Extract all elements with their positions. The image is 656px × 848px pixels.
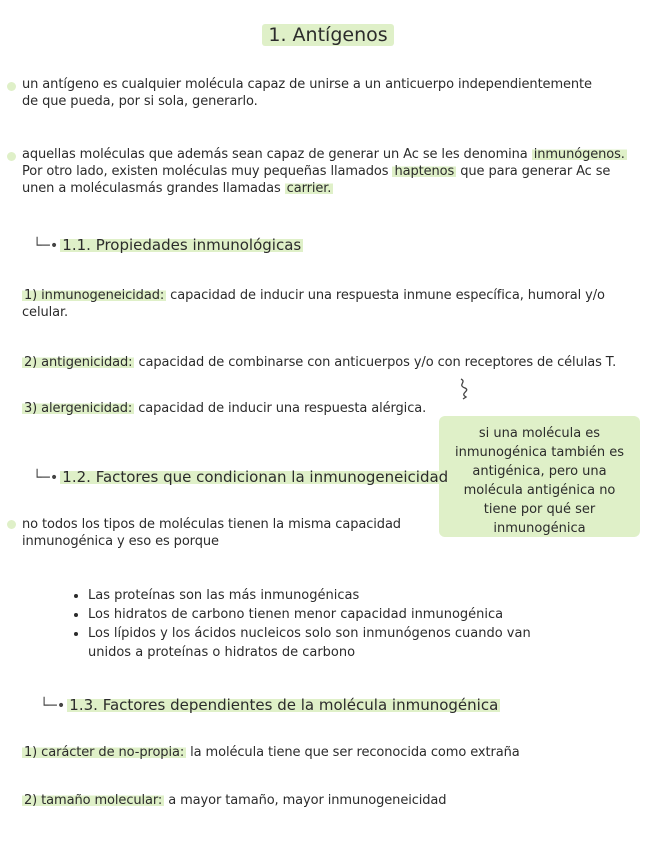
section-heading-text: 1.2. Factores que condicionan la inmunogeneicidad — [62, 468, 449, 486]
branch-arrow-icon: └─• — [33, 238, 59, 254]
list-item: • Los hidratos de carbono tienen menor capacidad inmunogénica — [88, 605, 540, 624]
section-intro: no todos los tipos de moléculas tienen la misma capacidad inmunogénica y eso es porque — [22, 517, 401, 549]
intro-text: aquellas moléculas que además sean capaz de generar un Ac se les denomina — [22, 147, 532, 162]
property-item — [22, 287, 622, 321]
property-term: 3) alergenicidad: — [24, 401, 133, 416]
factor-text: la molécula tiene que ser reconocida como extraña — [186, 745, 520, 760]
bullet-dot — [7, 520, 16, 529]
section-heading-text: 1.1. Propiedades inmunológicas — [62, 236, 302, 254]
intro-paragraph-1: un antígeno es cualquier molécula capaz de unirse a un anticuerpo independientemente de que pueda, por si sola, generarlo. — [22, 77, 592, 109]
intro-text: que para generar Ac se unen a moléculasmás grandes llamadas — [22, 164, 611, 196]
factor-term: 1) carácter de no-propia: — [24, 745, 185, 760]
section-heading-1-3 — [40, 696, 500, 714]
intro-text: Por otro lado, existen moléculas muy pequeñas llamados — [22, 164, 393, 179]
title-number: 1. — [268, 24, 287, 46]
factor-item — [22, 744, 632, 761]
bullet-dot — [7, 82, 16, 91]
highlight-term: carrier. — [286, 181, 332, 196]
property-text: capacidad de combinarse con anticuerpos y/o con receptores de células T. — [134, 355, 617, 370]
title-text: Antígenos — [292, 24, 388, 46]
property-item — [22, 354, 642, 371]
section-heading-1-2 — [33, 468, 450, 486]
page-title — [0, 24, 656, 46]
branch-arrow-icon: └─• — [40, 698, 66, 714]
property-text: capacidad de inducir una respuesta alérgica. — [134, 401, 427, 416]
squiggle-connector-icon — [457, 378, 471, 400]
factor-list — [70, 586, 540, 662]
intro-paragraph-2 — [22, 146, 632, 197]
bullet-dot — [7, 152, 16, 161]
factor-text: a mayor tamaño, mayor inmunogeneicidad — [164, 793, 447, 808]
property-item — [22, 400, 442, 417]
list-item: • Los lípidos y los ácidos nucleicos solo son inmunógenos cuando van unidos a proteínas o hidratos de carbono — [88, 624, 540, 662]
section-heading-text: 1.3. Factores dependientes de la molécula inmunogénica — [69, 696, 499, 714]
section-heading-1-1 — [33, 236, 303, 254]
factor-item — [22, 792, 632, 809]
factor-term: 2) tamaño molecular: — [24, 793, 163, 808]
branch-arrow-icon: └─• — [33, 470, 59, 486]
list-item: • Las proteínas son las más inmunogénicas — [88, 586, 540, 605]
highlight-term: inmunógenos. — [533, 147, 625, 162]
highlight-term: haptenos — [394, 164, 455, 179]
side-note: si una molécula es inmunogénica también es antigénica, pero una molécula antigénica no tiene por qué ser inmunogénica — [439, 416, 640, 537]
property-term: 2) antigenicidad: — [24, 355, 133, 370]
property-text: capacidad de inducir una respuesta inmune específica, humoral y/o celular. — [22, 288, 605, 320]
property-term: 1) inmunogeneicidad: — [24, 288, 165, 303]
